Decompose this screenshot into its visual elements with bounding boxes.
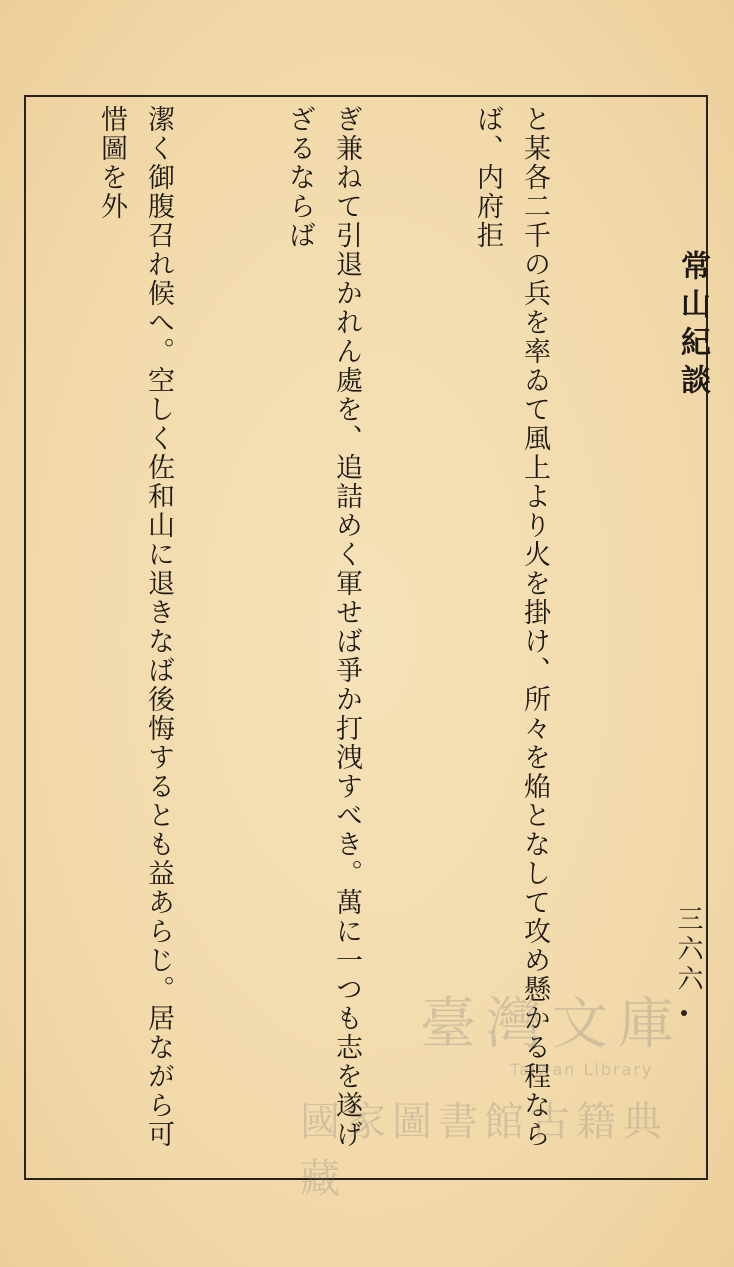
text-column: と某各二千の兵を率ゐて風上より火を掛け、所々を焔となして攻め懸かる程ならば、内府拒 (472, 105, 550, 1149)
watermark-text: 臺灣文庫 (420, 992, 684, 1057)
text-column: ぎ兼ねて引退かれん處を、追詰めく軍せば爭か打洩すべき。萬に一つも志を遂げざるならば (284, 105, 362, 1149)
library-watermark (300, 980, 710, 1202)
text-column: 潔く御腹召れ候へ。空しく佐和山に退きなば後悔するとも益あらじ。居ながら可惜圖を外 (96, 105, 174, 1149)
page-number: 三六六 (673, 905, 703, 995)
watermark-text: Taiwan Library (510, 1060, 654, 1079)
running-title: 常山紀談 (675, 250, 710, 402)
watermark-text: 國家圖書館古籍典藏 (300, 1099, 668, 1202)
